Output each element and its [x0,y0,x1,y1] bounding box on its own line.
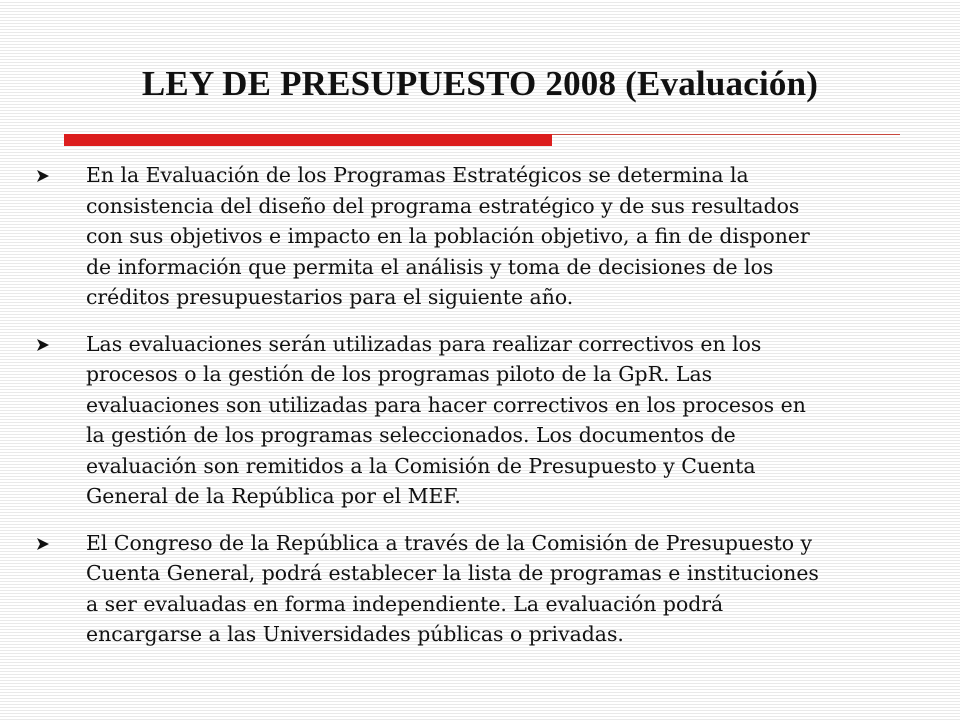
bullet-item-3 [36,528,916,650]
bullet-line: la gestión de los programas seleccionados. Los documentos de [86,423,736,447]
title-underline [64,134,900,150]
bullet-item-1 [36,160,916,313]
bullet-line: Las evaluaciones serán utilizadas para realizar correctivos en los [86,331,762,356]
bullet-line: General de la República por el MEF. [86,484,461,508]
bullet-line: El Congreso de la República a través de la Comisión de Presupuesto y [86,530,813,555]
arrow-bullet-icon [36,537,50,551]
arrow-bullet-icon [36,338,50,352]
bullet-line: a ser evaluadas en forma independiente. La evaluación podrá [86,591,724,616]
arrow-bullet-icon [36,169,50,183]
title-underline-thin [552,134,900,135]
bullet-line: procesos o la gestión de los programas piloto de la GpR. Las [86,362,713,386]
bullet-list [36,160,916,666]
bullet-line: consistencia del diseño del programa estratégico y de sus resultados [86,193,800,218]
bullet-line: encargarse a las Universidades públicas o privadas. [86,622,624,646]
bullet-item-2 [36,329,916,512]
bullet-line: créditos presupuestarios para el siguiente año. [86,285,574,309]
bullet-line: evaluación son remitidos a la Comisión de Presupuesto y Cuenta [86,453,756,478]
title-underline-thick [64,134,552,146]
slide-title: LEY DE PRESUPUESTO 2008 (Evaluación) [141,64,819,103]
bullet-text [86,528,916,650]
bullet-line: Cuenta General, podrá establecer la lista de programas e instituciones [86,561,819,585]
bullet-line: de información que permita el análisis y toma de decisiones de los [86,254,774,279]
bullet-line: evaluaciones son utilizadas para hacer correctivos en los procesos en [86,392,806,417]
bullet-line: En la Evaluación de los Programas Estratégicos se determina la [86,163,749,187]
bullet-text [86,160,916,313]
bullet-line: con sus objetivos e impacto en la población objetivo, a fin de disponer [86,224,810,248]
bullet-text [86,329,916,512]
